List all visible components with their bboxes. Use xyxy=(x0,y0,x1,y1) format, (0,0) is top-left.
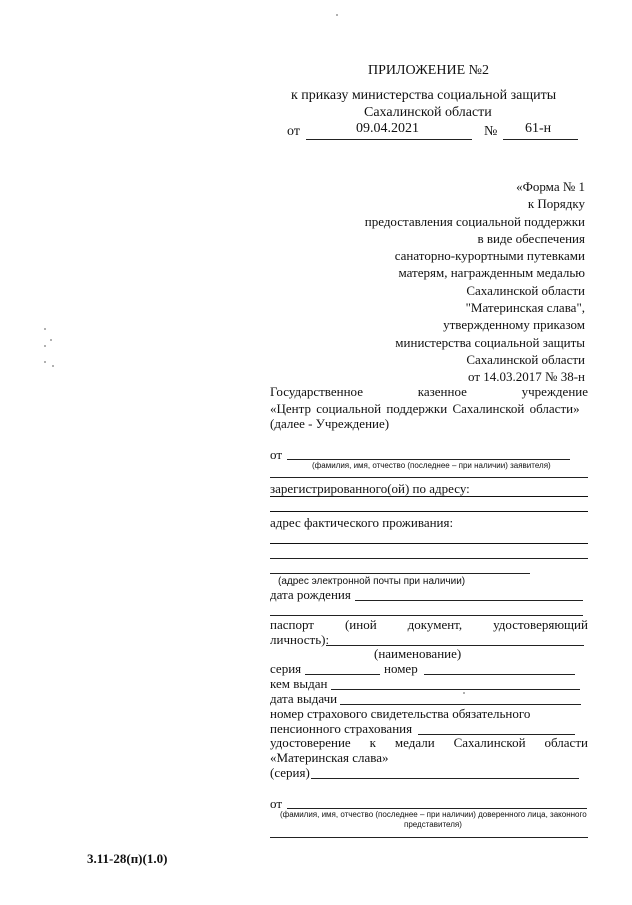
scan-speck xyxy=(44,345,46,347)
passport-word: удостоверяющий xyxy=(493,617,588,632)
addressee-word: учреждение xyxy=(521,384,588,399)
addressee-word: казенное xyxy=(417,384,467,399)
applicant-name-hint: (фамилия, имя, отчество (последнее – при наличии) заявителя) xyxy=(312,461,551,470)
identity-label: личность): xyxy=(270,632,330,647)
order-number: 61-н xyxy=(525,121,552,136)
representative-name-field-line2[interactable] xyxy=(270,837,588,838)
form-reference-block xyxy=(365,178,585,386)
form-reference-line: министерства социальной защиты xyxy=(395,334,585,350)
certificate-word: Сахалинской xyxy=(453,735,526,750)
registered-address-label: зарегистрированного(ой) по адресу: xyxy=(270,481,470,496)
order-number-label: № xyxy=(484,124,498,139)
number-label: номер xyxy=(384,661,418,676)
order-from-label: от xyxy=(287,124,300,139)
order-reference-line2: Сахалинской области xyxy=(364,105,492,120)
addressee-line1 xyxy=(270,384,588,400)
certificate-series-field[interactable] xyxy=(311,778,579,779)
applicant-from-label: от xyxy=(270,447,283,462)
order-reference-line1: к приказу министерства социальной защиты xyxy=(291,88,557,103)
addressee-word: Государственное xyxy=(270,384,363,399)
form-reference-line: от 14.03.2017 № 38-н xyxy=(468,369,585,385)
order-date: 09.04.2021 xyxy=(356,121,419,136)
registered-address-field[interactable] xyxy=(270,496,588,497)
certificate-word: удостоверение xyxy=(270,735,351,750)
form-reference-line: санаторно-курортными путевками xyxy=(394,248,585,264)
issue-date-field[interactable] xyxy=(340,704,581,705)
order-number-underline xyxy=(503,139,578,140)
representative-name-field[interactable] xyxy=(287,808,587,809)
birth-date-field[interactable] xyxy=(355,600,583,601)
form-code: 3.11-28(п)(1.0) xyxy=(87,851,168,866)
issued-by-label: кем выдан xyxy=(270,676,328,691)
series-label: серия xyxy=(270,661,302,676)
email-hint: (адрес электронной почты при наличии) xyxy=(278,576,466,587)
form-reference-line: в виде обеспечения xyxy=(477,230,585,246)
snils-label-line2: пенсионного страхования xyxy=(270,721,413,736)
certificate-word: медали xyxy=(394,735,435,750)
appendix-title: ПРИЛОЖЕНИЕ №2 xyxy=(368,63,489,78)
scan-speck xyxy=(44,361,46,363)
addressee-line2: «Центр социальной поддержки Сахалинской области» xyxy=(270,401,580,416)
actual-address-field[interactable] xyxy=(270,543,588,544)
birth-date-label: дата рождения xyxy=(270,587,351,602)
certificate-line2: «Материнская слава» xyxy=(270,750,389,765)
order-date-underline xyxy=(306,139,472,140)
scan-speck xyxy=(50,339,52,341)
scan-speck xyxy=(52,365,54,367)
number-field[interactable] xyxy=(424,674,575,675)
certificate-word: области xyxy=(544,735,588,750)
addressee-line3: (далее - Учреждение) xyxy=(270,416,390,431)
passport-word: документ, xyxy=(407,617,463,632)
certificate-series-label: (серия) xyxy=(270,765,310,780)
email-field[interactable] xyxy=(270,573,530,574)
snils-label-line1: номер страхового свидетельства обязательного xyxy=(270,706,531,721)
document-name-hint: (наименование) xyxy=(374,646,462,661)
representative-hint-line1: (фамилия, имя, отчество (последнее – при наличии) доверенного лица, законного xyxy=(280,810,587,819)
form-reference-line: к Порядку xyxy=(527,196,585,212)
passport-line1 xyxy=(270,617,588,633)
actual-address-label: адрес фактического проживания: xyxy=(270,515,454,530)
certificate-line1 xyxy=(270,735,588,751)
form-reference-line: предоставления социальной поддержки xyxy=(364,213,585,229)
representative-from-label: от xyxy=(270,796,283,811)
form-reference-line: "Материнская слава", xyxy=(465,300,585,316)
series-field[interactable] xyxy=(305,674,380,675)
scan-speck xyxy=(44,328,46,330)
scan-speck xyxy=(336,14,338,16)
form-reference-line: матерям, награжденным медалью xyxy=(398,265,585,281)
form-reference-line: Сахалинской области xyxy=(466,351,585,367)
applicant-name-field-line2[interactable] xyxy=(270,477,588,478)
birth-date-field-line2[interactable] xyxy=(270,615,583,616)
form-reference-line: утвержденному приказом xyxy=(443,317,585,333)
form-reference-line: «Форма № 1 xyxy=(516,179,585,194)
representative-hint-line2: представителя) xyxy=(404,820,462,829)
passport-word: (иной xyxy=(344,617,377,632)
scan-speck xyxy=(463,692,465,694)
certificate-word: к xyxy=(369,735,376,750)
actual-address-field-line2[interactable] xyxy=(270,558,588,559)
form-reference-line: Сахалинской области xyxy=(466,282,585,298)
passport-word: паспорт xyxy=(270,617,314,632)
registered-address-field-line2[interactable] xyxy=(270,511,588,512)
applicant-name-field[interactable] xyxy=(287,459,570,460)
issued-by-field[interactable] xyxy=(331,689,580,690)
issue-date-label: дата выдачи xyxy=(270,691,338,706)
